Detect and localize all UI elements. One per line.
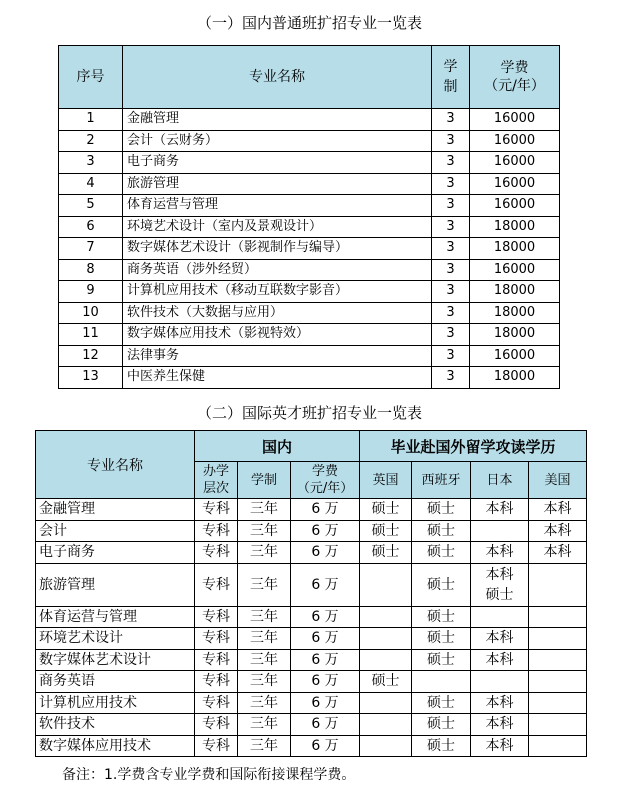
row-japan-line1: 本科 xyxy=(485,566,514,583)
header2-level-line1: 办学 xyxy=(202,464,229,479)
row-uk: 硕士 xyxy=(360,542,412,564)
row-years: 3 xyxy=(432,238,470,260)
row-uk xyxy=(360,606,412,628)
row-uk xyxy=(360,735,412,757)
row-spain: 硕士 xyxy=(412,542,471,564)
row-level: 专科 xyxy=(195,671,238,693)
header2-domestic: 国内 xyxy=(195,431,360,462)
row-major: 数字媒体艺术设计（影视制作与编导） xyxy=(123,238,432,260)
international-majors-table xyxy=(35,430,587,757)
row-japan xyxy=(471,606,529,628)
row-fee: 6 万 xyxy=(291,692,360,714)
row-major: 商务英语 xyxy=(36,671,195,693)
row-fee: 16000 xyxy=(470,109,560,131)
row-japan: 本科 xyxy=(471,714,529,736)
row-major: 数字媒体应用技术（影视特效） xyxy=(123,324,432,346)
header2-spain: 西班牙 xyxy=(412,462,471,499)
row-fee: 6 万 xyxy=(291,520,360,542)
section2-title: （二）国际英才班扩招专业一览表 xyxy=(196,404,422,422)
row-fee: 6 万 xyxy=(291,628,360,650)
section1-title: （一）国内普通班扩招专业一览表 xyxy=(196,14,422,32)
row-fee: 6 万 xyxy=(291,714,360,736)
row-usa xyxy=(529,692,587,714)
row-years: 三年 xyxy=(238,671,291,693)
row-fee: 16000 xyxy=(470,195,560,217)
row-years: 三年 xyxy=(238,714,291,736)
row-japan: 本科 xyxy=(471,692,529,714)
row-index: 3 xyxy=(59,152,123,174)
row-years: 3 xyxy=(432,367,470,389)
row-fee: 18000 xyxy=(470,324,560,346)
row-fee: 16000 xyxy=(470,173,560,195)
row-index: 6 xyxy=(59,216,123,238)
row-years: 3 xyxy=(432,109,470,131)
table-row xyxy=(59,324,560,346)
row-spain: 硕士 xyxy=(412,735,471,757)
row-level: 专科 xyxy=(195,499,238,521)
table-row xyxy=(36,671,587,693)
row-spain: 硕士 xyxy=(412,520,471,542)
row-years: 三年 xyxy=(238,563,291,606)
row-years: 三年 xyxy=(238,606,291,628)
row-fee: 6 万 xyxy=(291,735,360,757)
row-major: 体育运营与管理 xyxy=(123,195,432,217)
row-japan: 本科 xyxy=(471,649,529,671)
header-fee-line2: （元/年） xyxy=(484,78,545,94)
footnote: 备注：1.学费含专业学费和国际衔接课程学费。 xyxy=(62,767,356,783)
header2-level-line2: 层次 xyxy=(202,481,229,496)
header-fee-line1: 学费 xyxy=(500,60,529,76)
row-level: 专科 xyxy=(195,649,238,671)
row-usa xyxy=(529,735,587,757)
row-usa xyxy=(529,606,587,628)
row-years: 3 xyxy=(432,302,470,324)
row-japan: 本科 xyxy=(471,628,529,650)
row-years: 三年 xyxy=(238,735,291,757)
row-index: 8 xyxy=(59,259,123,281)
row-index: 7 xyxy=(59,238,123,260)
row-major: 计算机应用技术 xyxy=(36,692,195,714)
row-major: 数字媒体艺术设计 xyxy=(36,649,195,671)
row-years: 三年 xyxy=(238,499,291,521)
table-row xyxy=(59,109,560,131)
row-usa: 本科 xyxy=(529,499,587,521)
row-years: 3 xyxy=(432,259,470,281)
table-row xyxy=(36,563,587,606)
header2-major: 专业名称 xyxy=(36,431,195,499)
row-major: 软件技术（大数据与应用） xyxy=(123,302,432,324)
row-level: 专科 xyxy=(195,714,238,736)
row-japan: 本科 xyxy=(471,735,529,757)
row-major: 旅游管理 xyxy=(36,563,195,606)
row-usa xyxy=(529,714,587,736)
row-japan: 本科 xyxy=(471,542,529,564)
table-row xyxy=(59,195,560,217)
row-major: 中医养生保健 xyxy=(123,367,432,389)
row-major: 环境艺术设计 xyxy=(36,628,195,650)
table-row xyxy=(36,735,587,757)
row-fee: 18000 xyxy=(470,216,560,238)
table-row xyxy=(36,628,587,650)
table-row xyxy=(59,152,560,174)
row-fee: 6 万 xyxy=(291,542,360,564)
header2-fee-line1: 学费 xyxy=(312,464,339,479)
row-spain: 硕士 xyxy=(412,563,471,606)
row-major: 体育运营与管理 xyxy=(36,606,195,628)
row-fee: 6 万 xyxy=(291,671,360,693)
table-row xyxy=(59,345,560,367)
row-uk xyxy=(360,714,412,736)
table-row xyxy=(59,238,560,260)
table-row xyxy=(36,542,587,564)
row-level: 专科 xyxy=(195,563,238,606)
row-fee: 6 万 xyxy=(291,499,360,521)
header2-years: 学制 xyxy=(238,462,291,499)
row-major: 计算机应用技术（移动互联数字影音） xyxy=(123,281,432,303)
row-spain: 硕士 xyxy=(412,499,471,521)
row-index: 13 xyxy=(59,367,123,389)
header-years-text: 学制 xyxy=(443,59,458,95)
row-years: 3 xyxy=(432,324,470,346)
row-years: 三年 xyxy=(238,649,291,671)
row-years: 三年 xyxy=(238,628,291,650)
row-fee: 18000 xyxy=(470,367,560,389)
row-usa xyxy=(529,649,587,671)
row-fee: 16000 xyxy=(470,152,560,174)
row-fee: 6 万 xyxy=(291,606,360,628)
row-major: 环境艺术设计（室内及景观设计） xyxy=(123,216,432,238)
table-row xyxy=(36,606,587,628)
row-index: 1 xyxy=(59,109,123,131)
row-years: 3 xyxy=(432,345,470,367)
table-row xyxy=(36,692,587,714)
row-spain: 硕士 xyxy=(412,628,471,650)
row-years: 3 xyxy=(432,130,470,152)
row-usa xyxy=(529,671,587,693)
row-japan-line2: 硕士 xyxy=(485,586,514,603)
header2-fee-line2: （元/年） xyxy=(296,481,354,496)
row-spain: 硕士 xyxy=(412,714,471,736)
header2-abroad: 毕业赴国外留学攻读学历 xyxy=(360,431,587,462)
row-level: 专科 xyxy=(195,606,238,628)
row-index: 4 xyxy=(59,173,123,195)
row-fee: 16000 xyxy=(470,259,560,281)
row-years: 3 xyxy=(432,281,470,303)
row-usa xyxy=(529,563,587,606)
row-uk: 硕士 xyxy=(360,499,412,521)
row-index: 10 xyxy=(59,302,123,324)
row-level: 专科 xyxy=(195,692,238,714)
row-uk: 硕士 xyxy=(360,671,412,693)
header2-fee xyxy=(291,462,360,499)
row-major: 金融管理 xyxy=(36,499,195,521)
row-level: 专科 xyxy=(195,735,238,757)
table-row xyxy=(59,281,560,303)
header2-level xyxy=(195,462,238,499)
row-major: 电子商务 xyxy=(36,542,195,564)
row-uk xyxy=(360,692,412,714)
row-uk xyxy=(360,628,412,650)
table-row xyxy=(59,259,560,281)
header2-japan: 日本 xyxy=(471,462,529,499)
row-level: 专科 xyxy=(195,628,238,650)
row-spain: 硕士 xyxy=(412,606,471,628)
row-fee: 16000 xyxy=(470,345,560,367)
table-row xyxy=(59,216,560,238)
row-index: 11 xyxy=(59,324,123,346)
row-major: 商务英语（涉外经贸） xyxy=(123,259,432,281)
row-usa: 本科 xyxy=(529,542,587,564)
row-level: 专科 xyxy=(195,520,238,542)
row-spain: 硕士 xyxy=(412,649,471,671)
row-major: 数字媒体应用技术 xyxy=(36,735,195,757)
row-major: 会计（云财务） xyxy=(123,130,432,152)
row-index: 2 xyxy=(59,130,123,152)
row-fee: 16000 xyxy=(470,130,560,152)
row-japan xyxy=(471,520,529,542)
row-fee: 18000 xyxy=(470,238,560,260)
row-fee: 6 万 xyxy=(291,649,360,671)
row-major: 会计 xyxy=(36,520,195,542)
row-japan xyxy=(471,563,529,606)
table-row xyxy=(36,520,587,542)
row-major: 法律事务 xyxy=(123,345,432,367)
row-spain: 硕士 xyxy=(412,692,471,714)
row-fee: 18000 xyxy=(470,302,560,324)
row-japan xyxy=(471,671,529,693)
table-row xyxy=(59,173,560,195)
row-years: 3 xyxy=(432,173,470,195)
row-major: 金融管理 xyxy=(123,109,432,131)
header-index: 序号 xyxy=(59,46,123,109)
header-fee xyxy=(470,46,560,109)
row-years: 三年 xyxy=(238,692,291,714)
row-years: 3 xyxy=(432,216,470,238)
row-uk xyxy=(360,563,412,606)
header2-usa: 美国 xyxy=(529,462,587,499)
table-row xyxy=(36,499,587,521)
row-years: 三年 xyxy=(238,542,291,564)
row-japan: 本科 xyxy=(471,499,529,521)
row-spain xyxy=(412,671,471,693)
row-major: 电子商务 xyxy=(123,152,432,174)
table-row xyxy=(59,367,560,389)
row-fee: 18000 xyxy=(470,281,560,303)
table-row xyxy=(36,649,587,671)
row-major: 软件技术 xyxy=(36,714,195,736)
row-index: 5 xyxy=(59,195,123,217)
row-uk: 硕士 xyxy=(360,520,412,542)
row-usa: 本科 xyxy=(529,520,587,542)
row-index: 12 xyxy=(59,345,123,367)
row-fee: 6 万 xyxy=(291,563,360,606)
row-years: 3 xyxy=(432,195,470,217)
row-major: 旅游管理 xyxy=(123,173,432,195)
row-index: 9 xyxy=(59,281,123,303)
header2-uk: 英国 xyxy=(360,462,412,499)
table-row xyxy=(59,302,560,324)
header-major: 专业名称 xyxy=(123,46,432,109)
row-years: 三年 xyxy=(238,520,291,542)
row-level: 专科 xyxy=(195,542,238,564)
row-uk xyxy=(360,649,412,671)
row-years: 3 xyxy=(432,152,470,174)
header-years xyxy=(432,46,470,109)
table-row xyxy=(59,130,560,152)
domestic-majors-table xyxy=(58,45,560,389)
table-row xyxy=(36,714,587,736)
row-usa xyxy=(529,628,587,650)
